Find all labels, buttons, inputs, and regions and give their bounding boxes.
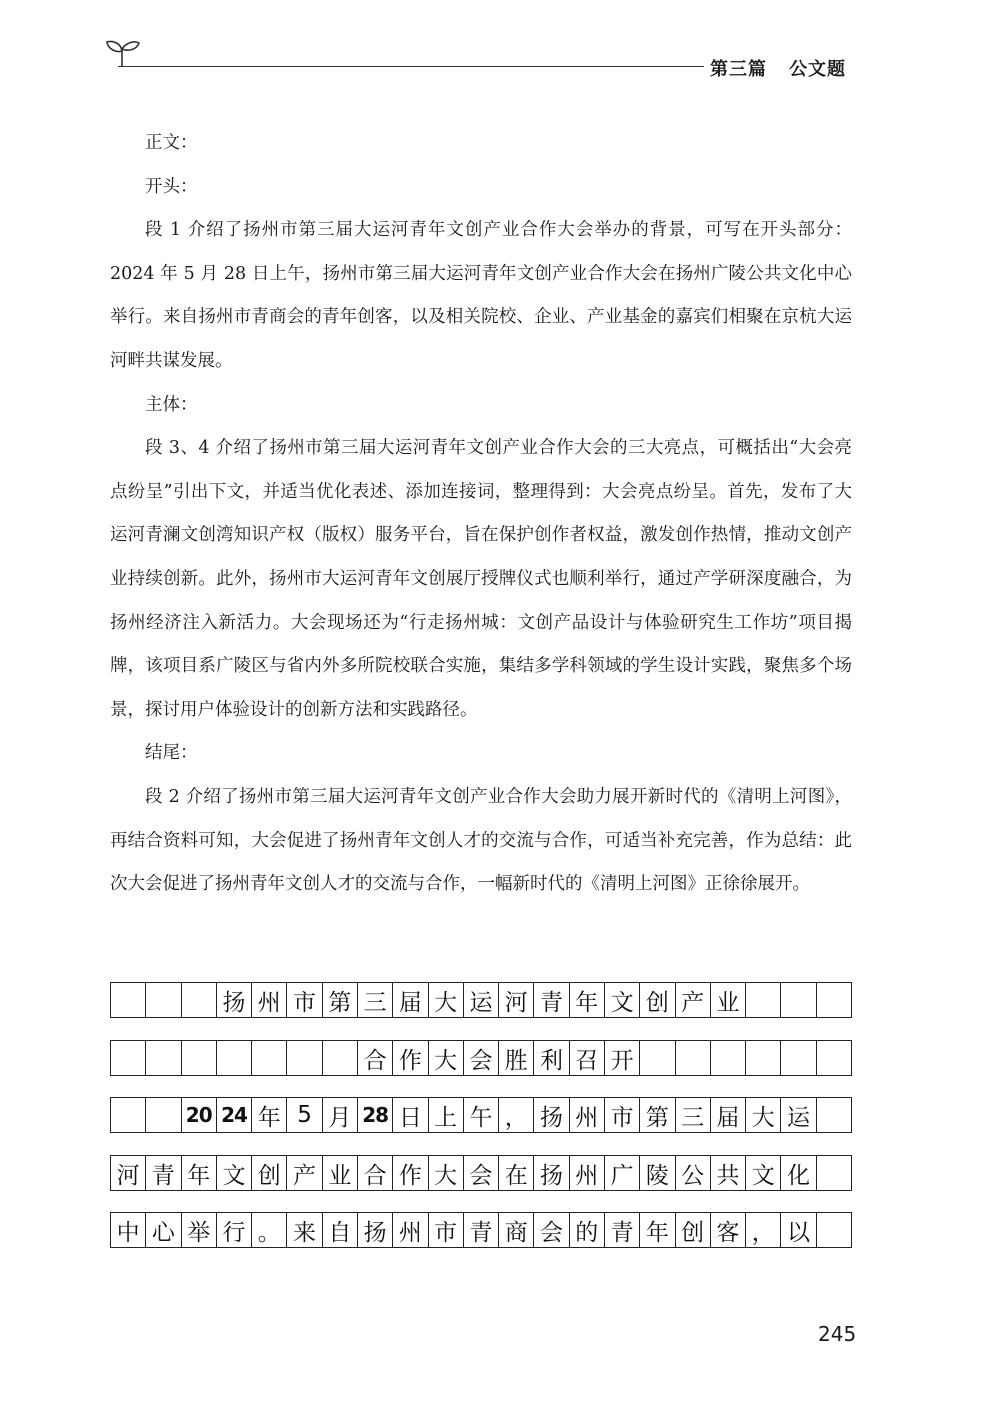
grid-cell: 扬: [358, 1213, 393, 1247]
grid-cell: [817, 1098, 851, 1132]
grid-cell: 客: [711, 1213, 746, 1247]
grid-cell: 开: [605, 1041, 640, 1075]
grid-cell: 自: [323, 1213, 358, 1247]
header-rule: [118, 66, 704, 67]
grid-cell: ，: [746, 1213, 781, 1247]
grid-cell: 月: [323, 1098, 358, 1132]
grid-cell: 年: [252, 1098, 287, 1132]
paragraph-main: 段 3、4 介绍了扬州市第三届大运河青年文创产业合作大会的三大亮点，可概括出“大会亮点纷呈”引出下文，并适当优化表述、添加连接词，整理得到：大会亮点纷呈。首先，发布了大运河青澜文创湾知识产权（版权）服务平台，旨在保护创作者权益，激发创作热情，推动文创产业持续创新。此外，扬州市大运河青年文创展厅授牌仪式也顺利举行，通过产学研深度融合，为扬州经济注入新活力。大会现场还为“行走扬州城：文创产品设计与体验研究生工作坊”项目揭牌，该项目系广陵区与省内外多所院校联合实施，集结多学科领域的学生设计实践，聚焦多个场景，探讨用户体验设计的创新方法和实践路径。: [110, 438, 852, 720]
grid-cell: 合: [358, 1041, 393, 1075]
grid-cell: [182, 1041, 217, 1075]
grid-cell: 第: [640, 1098, 675, 1132]
grid-cell: 胜: [499, 1041, 534, 1075]
grid-cell: ，: [499, 1098, 534, 1132]
grid-cell: 作: [393, 1041, 428, 1075]
paragraph-opening: 段 1 介绍了扬州市第三届大运河青年文创产业合作大会举办的背景，可写在开头部分：2024 年 5 月 28 日上午，扬州市第三届大运河青年文创产业合作大会在扬州广陵公共文化中心举行。来自扬州市青商会的青年创客，以及相关院校、企业、产业基金的嘉宾们相聚在京杭大运河畔共谋发展。: [110, 220, 852, 371]
grid-cell: [781, 983, 816, 1017]
grid-cell: 广: [605, 1156, 640, 1190]
label-opening: 开头：: [145, 176, 198, 197]
grid-cell: 青: [464, 1213, 499, 1247]
grid-cell: 5: [287, 1098, 322, 1132]
grid-cell: [323, 1041, 358, 1075]
grid-cell: [146, 1098, 181, 1132]
running-header: [710, 55, 846, 81]
grid-cell: 青: [605, 1213, 640, 1247]
grid-cell: 24: [217, 1098, 252, 1132]
grid-cell: 扬: [217, 983, 252, 1017]
grid-cell: 举: [182, 1213, 217, 1247]
grid-cell: 年: [640, 1213, 675, 1247]
grid-cell: 市: [605, 1098, 640, 1132]
grid-cell: 河: [111, 1156, 146, 1190]
grid-cell: 三: [358, 983, 393, 1017]
grid-row-3: [110, 1097, 852, 1133]
grid-cell: 上: [429, 1098, 464, 1132]
label-main: 主体：: [145, 394, 198, 415]
grid-cell: 届: [711, 1098, 746, 1132]
grid-cell: 共: [711, 1156, 746, 1190]
grid-cell: [182, 983, 217, 1017]
grid-cell: 运: [781, 1098, 816, 1132]
header-part: 第三篇: [710, 59, 767, 80]
grid-cell: 河: [499, 983, 534, 1017]
grid-cell: [640, 1041, 675, 1075]
grid-cell: [817, 1213, 851, 1247]
grid-cell: 创: [676, 1213, 711, 1247]
grid-cell: [111, 1098, 146, 1132]
grid-cell: 州: [570, 1098, 605, 1132]
grid-cell: 召: [570, 1041, 605, 1075]
grid-cell: 大: [429, 1041, 464, 1075]
grid-cell: 中: [111, 1213, 146, 1247]
grid-cell: 合: [358, 1156, 393, 1190]
header-section: 公文题: [789, 59, 846, 80]
grid-cell: 会: [464, 1041, 499, 1075]
grid-cell: 午: [464, 1098, 499, 1132]
grid-row-2: [110, 1040, 852, 1076]
grid-cell: 心: [146, 1213, 181, 1247]
grid-cell: 州: [393, 1213, 428, 1247]
label-zhengwen: 正文：: [145, 133, 198, 153]
grid-cell: 陵: [640, 1156, 675, 1190]
grid-cell: 会: [464, 1156, 499, 1190]
grid-cell: 扬: [534, 1098, 569, 1132]
grid-cell: [817, 1041, 851, 1075]
grid-cell: 年: [182, 1156, 217, 1190]
grid-cell: 文: [217, 1156, 252, 1190]
grid-cell: [111, 983, 146, 1017]
grid-cell: 大: [429, 1156, 464, 1190]
grid-row-5: [110, 1212, 852, 1248]
grid-cell: [781, 1041, 816, 1075]
grid-cell: 化: [781, 1156, 816, 1190]
grid-cell: 来: [287, 1213, 322, 1247]
grid-cell: 在: [499, 1156, 534, 1190]
grid-cell: 届: [393, 983, 428, 1017]
grid-cell: 产: [287, 1156, 322, 1190]
grid-cell: 大: [429, 983, 464, 1017]
grid-cell: 州: [252, 983, 287, 1017]
grid-cell: 市: [287, 983, 322, 1017]
grid-cell: [252, 1041, 287, 1075]
grid-cell: 的: [570, 1213, 605, 1247]
grid-cell: 青: [146, 1156, 181, 1190]
grid-cell: 年: [570, 983, 605, 1017]
label-ending: 结尾：: [145, 743, 198, 764]
sprout-icon: [102, 33, 142, 69]
grid-cell: 公: [676, 1156, 711, 1190]
grid-cell: [217, 1041, 252, 1075]
grid-cell: 三: [676, 1098, 711, 1132]
grid-cell: [146, 1041, 181, 1075]
grid-cell: 文: [605, 983, 640, 1017]
grid-cell: 扬: [534, 1156, 569, 1190]
grid-cell: 文: [746, 1156, 781, 1190]
grid-row-1: [110, 982, 852, 1018]
grid-cell: [146, 983, 181, 1017]
grid-cell: 创: [640, 983, 675, 1017]
grid-cell: 州: [570, 1156, 605, 1190]
grid-cell: 大: [746, 1098, 781, 1132]
grid-cell: 利: [534, 1041, 569, 1075]
grid-cell: 行: [217, 1213, 252, 1247]
page-number: 245: [818, 1322, 857, 1346]
grid-row-4: [110, 1155, 852, 1191]
grid-cell: 日: [393, 1098, 428, 1132]
grid-cell: 第: [323, 983, 358, 1017]
grid-cell: 商: [499, 1213, 534, 1247]
grid-cell: [746, 983, 781, 1017]
answer-analysis: [110, 122, 852, 907]
grid-cell: 20: [182, 1098, 217, 1132]
grid-cell: [746, 1041, 781, 1075]
grid-cell: [817, 1156, 851, 1190]
grid-cell: 产: [676, 983, 711, 1017]
grid-cell: 业: [711, 983, 746, 1017]
grid-cell: 创: [252, 1156, 287, 1190]
grid-cell: [287, 1041, 322, 1075]
grid-cell: [711, 1041, 746, 1075]
grid-cell: 以: [781, 1213, 816, 1247]
grid-cell: 运: [464, 983, 499, 1017]
grid-cell: 。: [252, 1213, 287, 1247]
grid-cell: 作: [393, 1156, 428, 1190]
grid-cell: 市: [429, 1213, 464, 1247]
grid-cell: [817, 983, 851, 1017]
grid-cell: 28: [358, 1098, 393, 1132]
grid-cell: [111, 1041, 146, 1075]
grid-cell: [676, 1041, 711, 1075]
paragraph-ending: 段 2 介绍了扬州市第三届大运河青年文创产业合作大会助力展开新时代的《清明上河图》，再结合资料可知，大会促进了扬州青年文创人才的交流与合作，可适当补充完善，作为总结：此次大会促进了扬州青年文创人才的交流与合作，一幅新时代的《清明上河图》正徐徐展开。: [110, 786, 852, 895]
grid-cell: 会: [534, 1213, 569, 1247]
grid-cell: 青: [534, 983, 569, 1017]
grid-cell: 业: [323, 1156, 358, 1190]
